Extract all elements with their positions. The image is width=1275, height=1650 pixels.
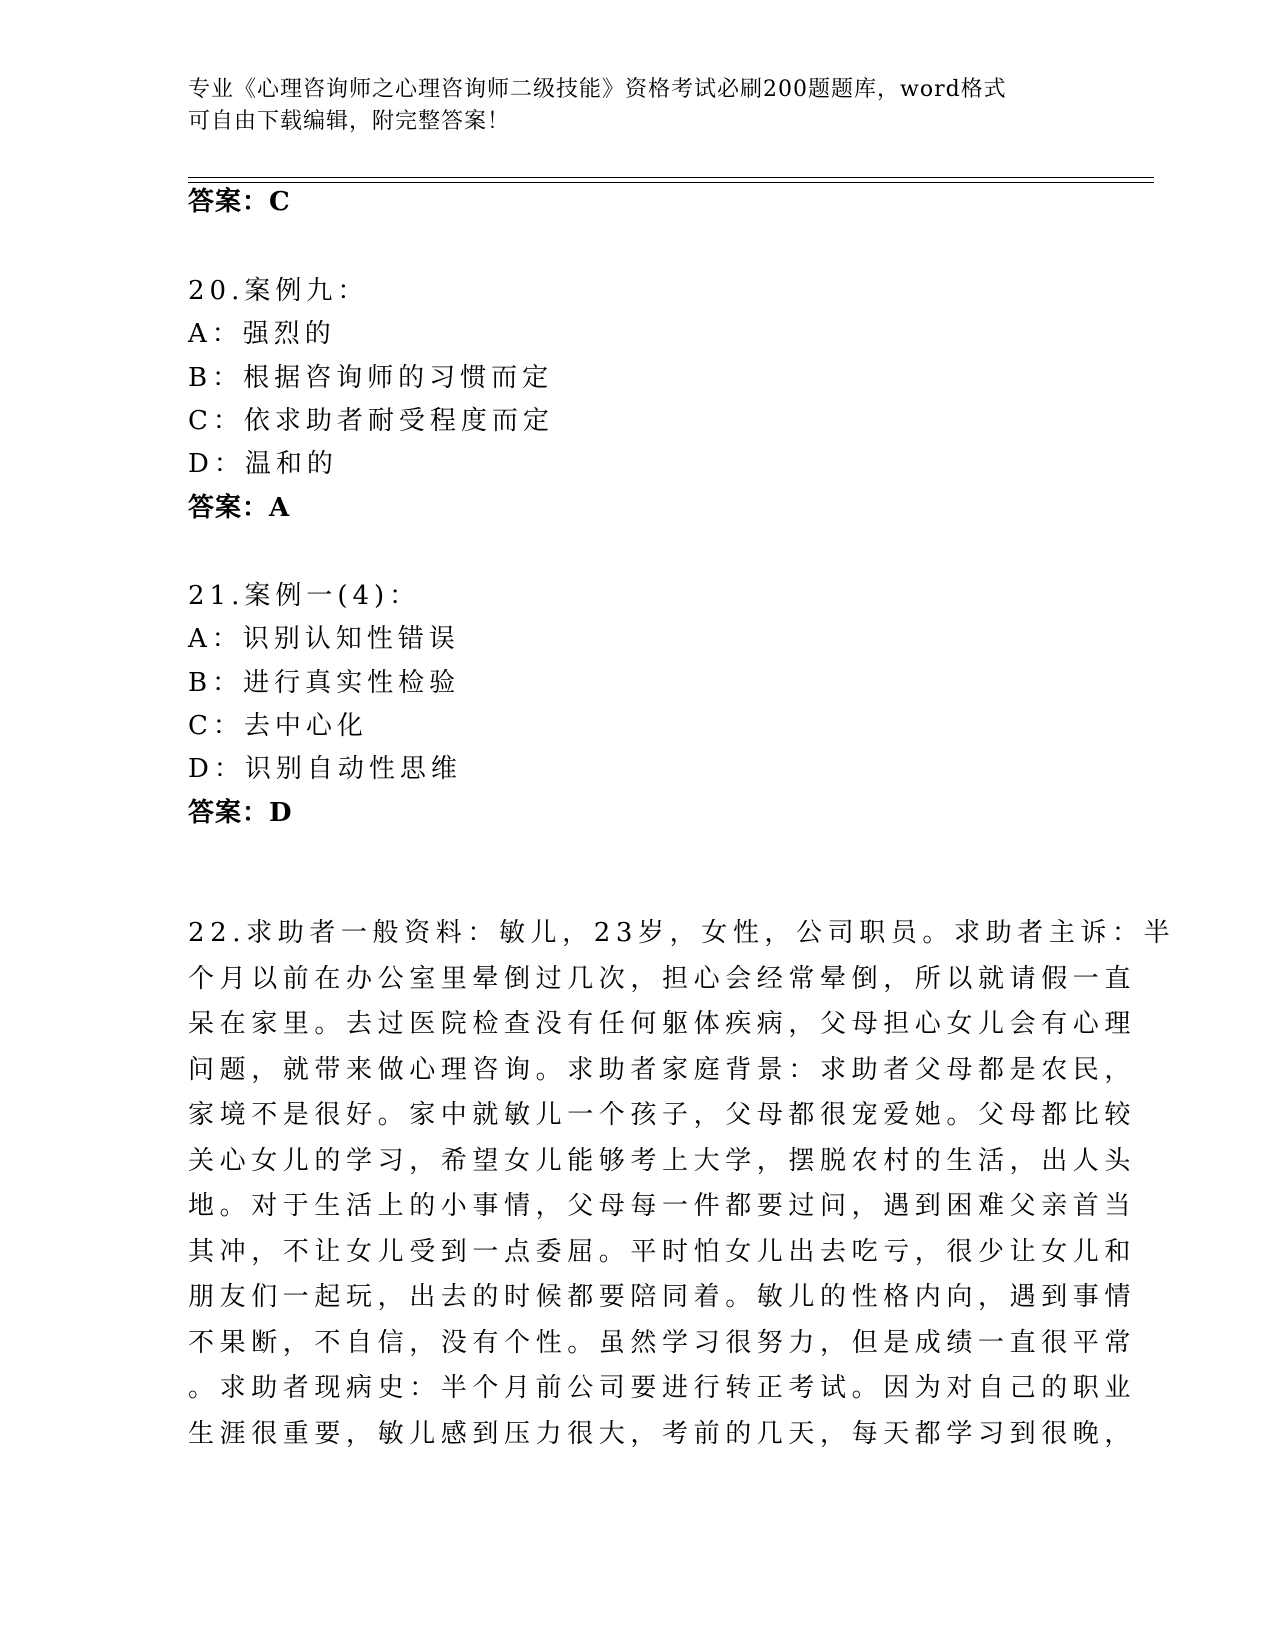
question-option-c: C：去中心化 (188, 711, 368, 741)
paragraph-line: 不果断，不自信，没有个性。虽然学习很努力，但是成绩一直很平常 (188, 1327, 1137, 1358)
paragraph-line: 呆在家里。去过医院检查没有任何躯体疾病，父母担心女儿会有心理 (188, 1009, 1137, 1039)
answer-line: 答案：C (188, 187, 291, 217)
header-divider-top (188, 177, 1154, 178)
question-option-d: D：识别自动性思维 (188, 754, 462, 784)
paragraph-line: 个月以前在办公室里晕倒过几次，担心会经常晕倒，所以就请假一直 (188, 963, 1137, 994)
question-22-text (188, 911, 1176, 1457)
paragraph-line: 。求助者现病史：半个月前公司要进行转正考试。因为对自己的职业 (188, 1373, 1137, 1403)
paragraph-line: 地。对于生活上的小事情，父母每一件都要过问，遇到困难父亲首当 (188, 1191, 1137, 1221)
answer-line: 答案：A (188, 493, 291, 523)
paragraph-line: 家境不是很好。家中就敏儿一个孩子，父母都很宠爱她。父母都比较 (188, 1100, 1137, 1130)
paragraph-line: 22.求助者一般资料：敏儿，23岁，女性，公司职员。求助者主诉：半 (188, 918, 1176, 948)
header-line: 可自由下载编辑，附完整答案！ (188, 109, 511, 134)
question-option-b: B：根据咨询师的习惯而定 (188, 363, 554, 393)
paragraph-line: 关心女儿的学习，希望女儿能够考上大学，摆脱农村的生活，出人头 (188, 1145, 1137, 1176)
paragraph-line: 生涯很重要，敏儿感到压力很大，考前的几天，每天都学习到很晚， (188, 1418, 1137, 1449)
question-title: 20.案例九： (188, 276, 369, 306)
document-header (188, 74, 1068, 138)
question-option-d: D：温和的 (188, 449, 338, 479)
question-option-c: C：依求助者耐受程度而定 (188, 406, 554, 436)
paragraph-line: 问题，就带来做心理咨询。求助者家庭背景：求助者父母都是农民， (188, 1054, 1137, 1085)
header-line: 专业《心理咨询师之心理咨询师二级技能》资格考试必刷200题题库，word格式 (188, 77, 1007, 102)
paragraph-line: 其冲，不让女儿受到一点委屈。平时怕女儿出去吃亏，很少让女儿和 (188, 1236, 1137, 1267)
header-divider-bottom (188, 182, 1154, 183)
question-option-b: B：进行真实性检验 (188, 668, 461, 698)
question-title: 21.案例一(4)： (188, 581, 421, 611)
paragraph-line: 朋友们一起玩，出去的时候都要陪同着。敏儿的性格内向，遇到事情 (188, 1282, 1137, 1312)
question-option-a: A：强烈的 (188, 319, 336, 349)
question-option-a: A：识别认知性错误 (188, 624, 460, 654)
answer-line: 答案：D (188, 798, 293, 828)
